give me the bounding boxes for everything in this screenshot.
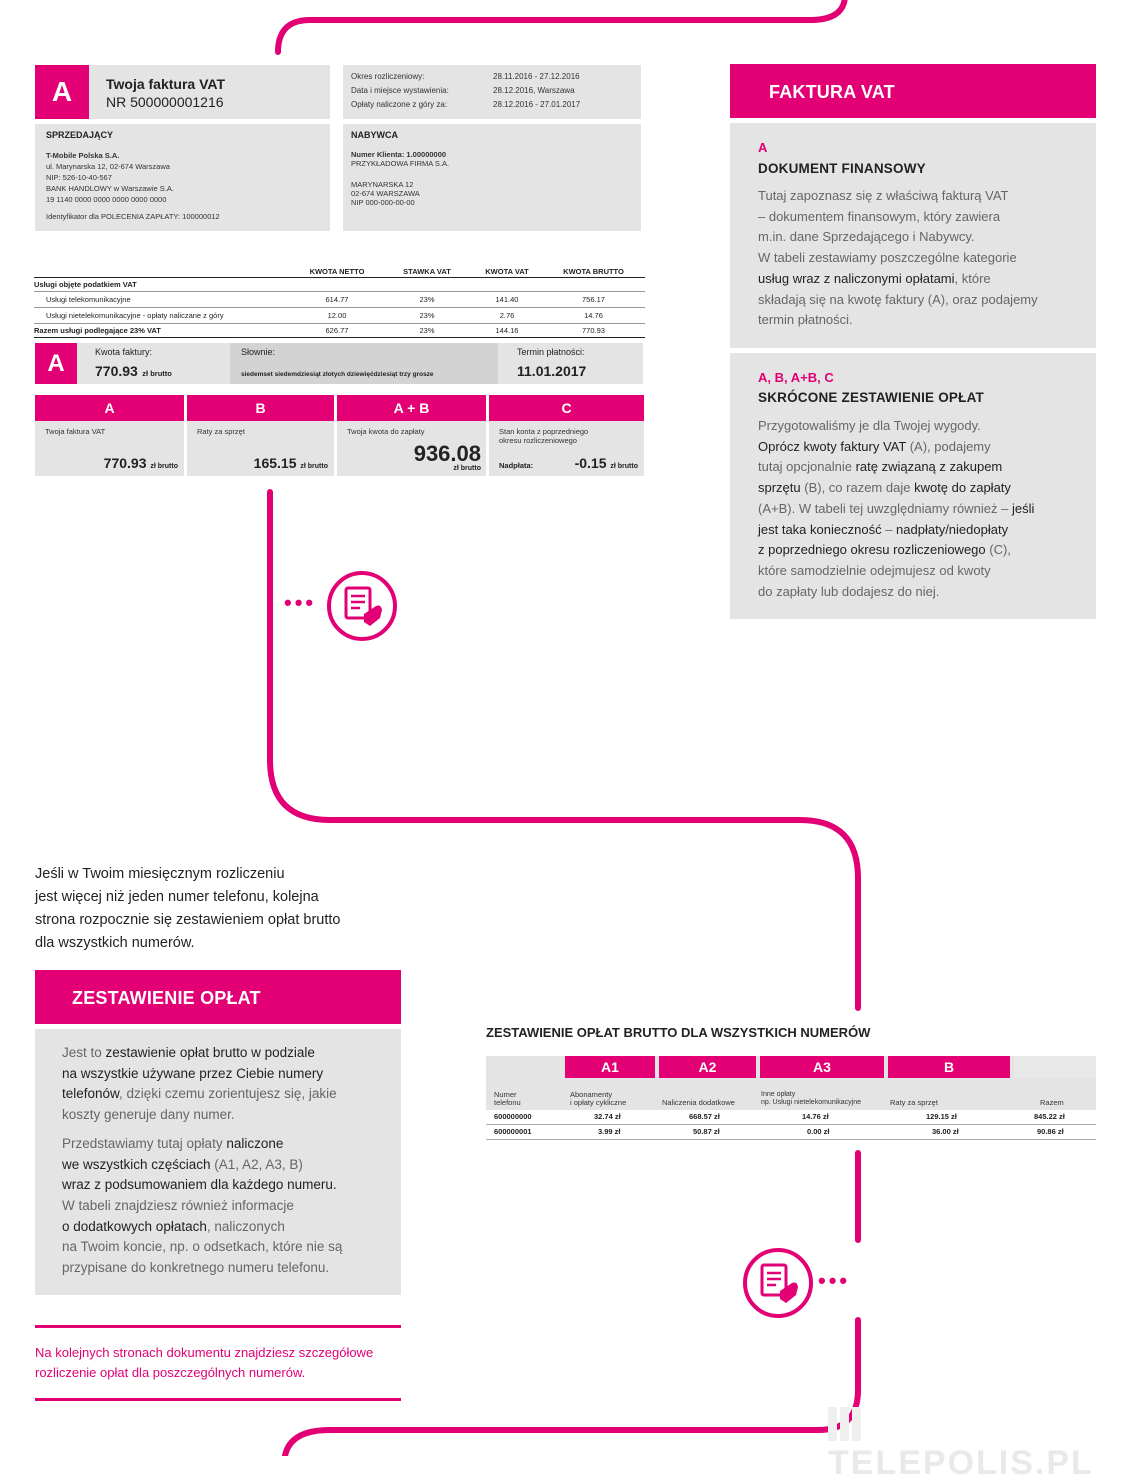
faktura-vat-title: FAKTURA VAT (769, 82, 895, 102)
amount-unit: zł brutto (142, 369, 172, 378)
section-text: Tutaj zapoznasz się z właściwą fakturą VAT – dokumentem finansowym, który zawiera m.in. dane Sprzedającego i Nabywcy. W tabeli zestawiamy poszczególne kategorie usług wraz z naliczonymi opłatami, które składają się na kwotę faktury (A), oraz podajemy termin płatności. (758, 188, 1038, 328)
sub-a2: Naliczenia dodatkowe (662, 1098, 735, 1107)
sub-b: Raty za sprzęt (890, 1098, 938, 1107)
dots-decor: ••• (284, 590, 317, 615)
seller-payment-id: Identyfikator dla POLECENIA ZAPŁATY: 100000012 (46, 212, 220, 221)
seller-heading: SPRZEDAJĄCY (46, 130, 114, 140)
summary-b-label: Raty za sprzęt (197, 427, 245, 436)
summary-ab-unit: zł brutto (453, 465, 481, 472)
vat-total-row: Razem usługi podlegające 23% VAT 626.77 23% 144.16 770.93 (34, 324, 645, 338)
section-heading: DOKUMENT FINANSOWY (758, 161, 926, 176)
col-netto: KWOTA NETTO (309, 266, 365, 276)
document-hand-icon (742, 1247, 814, 1319)
amount-label: Kwota faktury: (95, 347, 153, 357)
buyer-heading: NABYWCA (351, 130, 398, 140)
seller-box (35, 124, 330, 231)
due-value: 11.01.2017 (517, 363, 587, 379)
vat-table (34, 265, 645, 338)
footnote-rule-bottom (35, 1398, 401, 1401)
invoice-title-box (89, 65, 330, 119)
summary-explain-panel (730, 353, 1096, 619)
summary-ab-value: 936.08 (413, 441, 481, 466)
summary-a-value: 770.93 (103, 455, 147, 471)
col-b: B (888, 1056, 1010, 1078)
vat-table-header (34, 265, 645, 278)
summary-c-sub: Nadpłata: (499, 461, 534, 470)
vat-section-row: Usługi objęte podatkiem VAT (34, 278, 645, 292)
section-heading: SKRÓCONE ZESTAWIENIE OPŁAT (758, 390, 984, 405)
summary-c-label: Stan konta z poprzedniego okresu rozliczeniowego (499, 427, 589, 445)
summary-c: C Stan konta z poprzedniego okresu rozliczeniowego Nadpłata: -0.15 zł brutto (489, 395, 644, 476)
summary-ab (337, 395, 486, 476)
seller-address: ul. Marynarska 12, 02-674 Warszawa (46, 162, 170, 171)
summary-a-label: Twoja faktura VAT (45, 427, 106, 436)
intro-text: Jeśli w Twoim miesięcznym rozliczeniu jest więcej niż jeden numer telefonu, kolejna strona rozpocznie się zestawieniem opłat brutto dla wszystkich numerów. (35, 866, 341, 951)
col-a1: A1 (565, 1056, 655, 1078)
col-brutto: KWOTA BRUTTO (563, 266, 624, 276)
footnote-text: Na kolejnych stronach dokumentu znajdziesz szczegółowe rozliczenie opłat dla poszczególnych numerów. (35, 1345, 374, 1380)
sub-a3: Inne opłaty np. Usługi nietelekomunikacyjne (761, 1091, 861, 1106)
col-total-head (1014, 1056, 1096, 1078)
seller-name: T-Mobile Polska S.A. (46, 151, 120, 160)
financial-doc-panel (730, 123, 1096, 348)
section-text: Przygotowaliśmy je dla Twojej wygody. Oprócz kwoty faktury VAT (A), podajemy tutaj opcjonalnie ratę związaną z zakupem sprzętu (B), co razem daje kwotę do zapłaty (A+B). W tabeli tej uwzględniamy również – jeśli jest taka konieczność – nadpłaty/niedopłaty z poprzedniego okresu rozliczeniowego (C), które samodzielnie odejmujesz od kwoty do zapłaty lub dodajesz do niej. (758, 418, 1035, 599)
zestawienie-title: ZESTAWIENIE OPŁAT (72, 988, 261, 1008)
sub-total: Razem (1040, 1098, 1064, 1107)
summary-c-value: -0.15 (574, 455, 607, 471)
issue-value: 28.12.2016, Warszawa (493, 85, 575, 95)
amount-box (77, 343, 643, 384)
invoice-meta-box (343, 65, 641, 119)
table-row: 600000000 32.74 zł 668.57 zł 14.76 zł 129.15 zł 845.22 zł (486, 1110, 1096, 1125)
sub-phone: Numer telefonu (494, 1090, 521, 1107)
issue-label: Data i miejsce wystawienia: (351, 85, 449, 95)
col-a3: A3 (760, 1056, 884, 1078)
words-label: Słownie: (241, 347, 276, 357)
footnote-rule-top (35, 1325, 401, 1328)
buyer-box (343, 124, 641, 231)
words-value: siedemset siedemdziesiąt złotych dziewięćdziesiąt trzy grosze (241, 371, 434, 378)
invoice-title: Twoja faktura VAT (106, 76, 226, 92)
buyer-nip: NIP 000-000-00-00 (351, 198, 415, 207)
document-hand-icon (326, 570, 398, 642)
buyer-street: MARYNARSKA 12 (351, 180, 414, 189)
table-row: 600000001 3.99 zł 50.87 zł 0.00 zł 36.00 zł 90.86 zł (486, 1125, 1096, 1140)
advance-label: Opłaty naliczone z góry za: (351, 99, 448, 109)
due-label: Termin płatności: (517, 347, 585, 357)
buyer-company: PRZYKŁADOWA FIRMA S.A. (351, 159, 450, 168)
section-letters: A, B, A+B, C (758, 370, 834, 385)
words-box (230, 343, 498, 384)
summary-b-value: 165.15 (253, 455, 297, 471)
table-row: Usługi nietelekomunikacyjne - opłaty naliczane z góry 12.00 23% 2.76 14.76 (34, 308, 645, 324)
summary-ab-label: Twoja kwota do zapłaty (347, 427, 425, 436)
summary-b: B Raty za sprzęt 165.15 zł brutto (187, 395, 334, 476)
amount-value: 770.93 (95, 363, 138, 379)
invoice-number: NR 500000001216 (106, 94, 224, 110)
faktura-vat-header (730, 64, 1096, 118)
advance-value: 28.12.2016 - 27.01.2017 (493, 99, 581, 109)
buyer-city: 02-674 WARSZAWA (351, 189, 420, 198)
summary-a: A Twoja faktura VAT 770.93 zł brutto (35, 395, 184, 476)
zestawienie-text: Jest to zestawienie opłat brutto w podziale na wszystkie używane przez Ciebie numery telefonów, dzięki czemu zorientujesz się, jakie koszty generuje dany numer. Przedstawiamy tutaj opłaty naliczone we wszystkich częściach (A1, A2, A3, B) wraz z podsumowaniem dla każdego numeru. W tabeli znajdziesz również informacje o dodatkowych opłatach, naliczonych na Twoim koncie, np. o odsetkach, które nie są przypisane do konkretnego numeru telefonu. (62, 1045, 343, 1276)
seller-nip: NIP: 526-10-40-567 (46, 173, 112, 182)
numbers-table-title: ZESTAWIENIE OPŁAT BRUTTO DLA WSZYSTKICH NUMERÓW (486, 1025, 871, 1040)
invoice-letter-a: A (35, 65, 89, 119)
zestawienie-panel (35, 1029, 401, 1295)
col-a2: A2 (659, 1056, 756, 1078)
summary-b-head: B (187, 395, 334, 421)
col-stawka: STAWKA VAT (403, 266, 451, 276)
seller-bank: BANK HANDLOWY w Warszawie S.A. (46, 184, 174, 193)
section-letter: A (758, 140, 768, 155)
summary-ab-head: A + B (337, 395, 486, 421)
amount-letter-a: A (35, 343, 77, 384)
summary-a-head: A (35, 395, 184, 421)
col-vat: KWOTA VAT (485, 266, 529, 276)
summary-c-head: C (489, 395, 644, 421)
watermark-logo: TELEPOLIS.PL (828, 1405, 1121, 1483)
period-label: Okres rozliczeniowy: (351, 71, 425, 81)
amount-value-wrap (95, 363, 172, 381)
buyer-client: Numer Klienta: 1.00000000 (351, 150, 447, 159)
period-value: 28.11.2016 - 27.12.2016 (493, 71, 580, 81)
table-row: Usługi telekomunikacyjne 614.77 23% 141.40 756.17 (34, 292, 645, 308)
sub-a1: Abonamenty i opłaty cykliczne (570, 1090, 627, 1107)
watermark-icon (828, 1407, 862, 1441)
zestawienie-header (35, 970, 401, 1024)
dots-decor: ••• (818, 1268, 851, 1293)
seller-account: 19 1140 0000 0000 0000 0000 0000 (46, 195, 167, 204)
